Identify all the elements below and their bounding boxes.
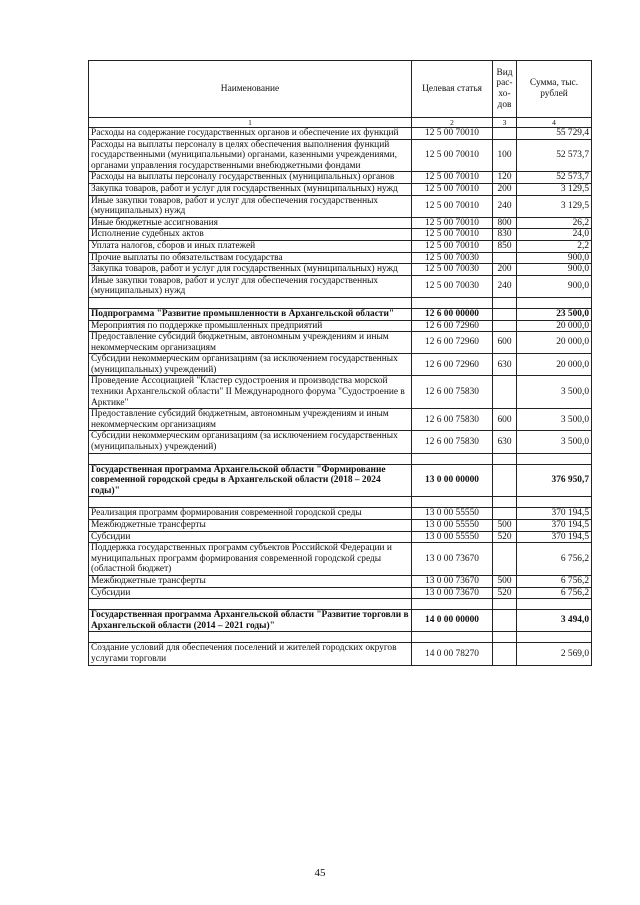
table-row <box>89 172 592 184</box>
table-row <box>89 508 592 520</box>
row-amount: 900,0 <box>517 264 592 276</box>
table-row <box>89 575 592 587</box>
row-expense-type: 500 <box>493 520 517 532</box>
row-code: 13 0 00 00000 <box>412 464 493 497</box>
row-name: Межбюджетные трансферты <box>89 575 412 587</box>
empty-cell <box>412 297 493 308</box>
row-code: 12 5 00 70030 <box>412 275 493 297</box>
table-row <box>89 240 592 252</box>
empty-cell <box>517 497 592 508</box>
empty-cell <box>89 297 412 308</box>
row-name: Иные закупки товаров, работ и услуг для обеспечения государственных (муниципальных) нужд <box>89 275 412 297</box>
row-expense-type: 850 <box>493 240 517 252</box>
row-expense-type: 630 <box>493 354 517 376</box>
row-amount: 370 194,5 <box>517 531 592 543</box>
row-expense-type <box>493 643 517 665</box>
row-expense-type: 500 <box>493 575 517 587</box>
row-name: Проведение Ассоциацией "Кластер судостроения и производства морской техники Архангельской области" II Международного форума "Судостроение в Арктике" <box>89 376 412 409</box>
table-row <box>89 431 592 453</box>
row-expense-type: 600 <box>493 409 517 431</box>
spacer-row <box>89 632 592 643</box>
table-row <box>89 320 592 332</box>
row-name: Прочие выплаты по обязательствам государства <box>89 252 412 264</box>
empty-cell <box>412 599 493 610</box>
table-row <box>89 217 592 229</box>
row-name: Субсидии некоммерческим организациям (за исключением государственных (муниципальных) учреждений) <box>89 431 412 453</box>
row-code: 12 6 00 75830 <box>412 376 493 409</box>
row-code: 12 6 00 72960 <box>412 354 493 376</box>
spacer-row <box>89 599 592 610</box>
row-name: Предоставление субсидий бюджетным, автономным учреждениям и иным некоммерческим организациям <box>89 409 412 431</box>
header-type: Вид рас-хо-дов <box>493 61 517 118</box>
table-row <box>89 643 592 665</box>
empty-cell <box>89 632 412 643</box>
column-number: 1 <box>89 118 412 128</box>
row-code: 13 0 00 55550 <box>412 531 493 543</box>
row-amount: 900,0 <box>517 275 592 297</box>
program-row <box>89 308 592 320</box>
row-amount: 20 000,0 <box>517 332 592 354</box>
row-expense-type <box>493 610 517 632</box>
row-expense-type: 240 <box>493 195 517 217</box>
empty-cell <box>412 497 493 508</box>
row-code: 13 0 00 73670 <box>412 543 493 576</box>
row-amount: 2 569,0 <box>517 643 592 665</box>
row-name: Создание условий для обеспечения поселений и жителей городских округов услугами торговли <box>89 643 412 665</box>
row-expense-type: 120 <box>493 172 517 184</box>
row-expense-type <box>493 308 517 320</box>
row-code: 12 5 00 70010 <box>412 229 493 241</box>
row-amount: 3 500,0 <box>517 376 592 409</box>
empty-cell <box>517 632 592 643</box>
budget-table <box>88 60 592 666</box>
table-row <box>89 354 592 376</box>
table-body <box>89 128 592 666</box>
row-code: 12 5 00 70010 <box>412 172 493 184</box>
row-expense-type: 830 <box>493 229 517 241</box>
row-expense-type <box>493 376 517 409</box>
column-number: 4 <box>517 118 592 128</box>
header-name: Наименование <box>89 61 412 118</box>
row-name: Субсидии некоммерческим организациям (за исключением государственных (муниципальных) учреждений) <box>89 354 412 376</box>
row-name: Расходы на выплаты персоналу государственных (муниципальных) органов <box>89 172 412 184</box>
table-row <box>89 128 592 140</box>
table-header-row <box>89 61 592 118</box>
row-code: 12 5 00 70030 <box>412 264 493 276</box>
row-amount: 24,0 <box>517 229 592 241</box>
row-amount: 26,2 <box>517 217 592 229</box>
table-row <box>89 275 592 297</box>
row-expense-type: 630 <box>493 431 517 453</box>
row-amount: 6 756,2 <box>517 587 592 599</box>
row-expense-type: 100 <box>493 139 517 172</box>
row-code: 13 0 00 73670 <box>412 575 493 587</box>
row-expense-type <box>493 543 517 576</box>
row-code: 12 5 00 70010 <box>412 183 493 195</box>
empty-cell <box>89 453 412 464</box>
row-expense-type: 520 <box>493 531 517 543</box>
row-amount: 55 729,4 <box>517 128 592 140</box>
row-name: Государственная программа Архангельской области "Формирование современной городской среды в Архангельской области (2018 – 2024 годы)" <box>89 464 412 497</box>
row-name: Мероприятия по поддержке промышленных предприятий <box>89 320 412 332</box>
row-amount: 370 194,5 <box>517 508 592 520</box>
table-row <box>89 376 592 409</box>
row-code: 12 5 00 70010 <box>412 240 493 252</box>
row-amount: 23 500,0 <box>517 308 592 320</box>
row-amount: 370 194,5 <box>517 520 592 532</box>
table-row <box>89 183 592 195</box>
row-amount: 2,2 <box>517 240 592 252</box>
row-expense-type <box>493 128 517 140</box>
row-expense-type: 200 <box>493 183 517 195</box>
row-amount: 3 494,0 <box>517 610 592 632</box>
row-name: Реализация программ формирования современной городской среды <box>89 508 412 520</box>
row-code: 12 6 00 72960 <box>412 320 493 332</box>
row-name: Межбюджетные трансферты <box>89 520 412 532</box>
row-expense-type: 520 <box>493 587 517 599</box>
row-amount: 3 500,0 <box>517 431 592 453</box>
row-expense-type <box>493 464 517 497</box>
row-name: Уплата налогов, сборов и иных платежей <box>89 240 412 252</box>
row-amount: 6 756,2 <box>517 543 592 576</box>
row-code: 14 0 00 00000 <box>412 610 493 632</box>
row-code: 13 0 00 73670 <box>412 587 493 599</box>
spacer-row <box>89 453 592 464</box>
row-name: Расходы на выплаты персоналу в целях обеспечения выполнения функций государственными (муниципальными) органами, казенными учреждениями, органами управления государственными внебюджетными фондами <box>89 139 412 172</box>
row-name: Закупка товаров, работ и услуг для государственных (муниципальных) нужд <box>89 264 412 276</box>
row-expense-type <box>493 252 517 264</box>
row-name: Подпрограмма "Развитие промышленности в Архангельской области" <box>89 308 412 320</box>
row-amount: 20 000,0 <box>517 354 592 376</box>
table-row <box>89 543 592 576</box>
empty-cell <box>493 297 517 308</box>
row-code: 12 5 00 70010 <box>412 217 493 229</box>
program-row <box>89 610 592 632</box>
column-number: 3 <box>493 118 517 128</box>
table-row <box>89 252 592 264</box>
row-amount: 376 950,7 <box>517 464 592 497</box>
header-sum: Сумма, тыс. рублей <box>517 61 592 118</box>
empty-cell <box>517 599 592 610</box>
row-expense-type: 240 <box>493 275 517 297</box>
header-code: Целевая статья <box>412 61 493 118</box>
row-code: 13 0 00 55550 <box>412 520 493 532</box>
row-name: Поддержка государственных программ субъектов Российской Федерации и муниципальных программ формирования современной городской среды (областной бюджет) <box>89 543 412 576</box>
empty-cell <box>89 599 412 610</box>
empty-cell <box>493 497 517 508</box>
row-amount: 3 129,5 <box>517 183 592 195</box>
row-name: Иные закупки товаров, работ и услуг для обеспечения государственных (муниципальных) нужд <box>89 195 412 217</box>
row-name: Субсидии <box>89 531 412 543</box>
row-name: Предоставление субсидий бюджетным, автономным учреждениям и иным некоммерческим организациям <box>89 332 412 354</box>
row-amount: 3 129,5 <box>517 195 592 217</box>
table-row <box>89 195 592 217</box>
table-row <box>89 264 592 276</box>
page-number: 45 <box>314 867 326 879</box>
row-name: Субсидии <box>89 587 412 599</box>
table-row <box>89 332 592 354</box>
row-expense-type <box>493 320 517 332</box>
row-code: 12 5 00 70010 <box>412 139 493 172</box>
empty-cell <box>517 297 592 308</box>
row-expense-type: 800 <box>493 217 517 229</box>
row-code: 12 5 00 70010 <box>412 195 493 217</box>
empty-cell <box>493 632 517 643</box>
row-code: 12 6 00 75830 <box>412 409 493 431</box>
program-row <box>89 464 592 497</box>
empty-cell <box>412 453 493 464</box>
table-row <box>89 409 592 431</box>
table-row <box>89 229 592 241</box>
empty-cell <box>493 453 517 464</box>
row-code: 12 6 00 00000 <box>412 308 493 320</box>
row-name: Исполнение судебных актов <box>89 229 412 241</box>
table-row <box>89 520 592 532</box>
row-code: 14 0 00 78270 <box>412 643 493 665</box>
row-amount: 6 756,2 <box>517 575 592 587</box>
spacer-row <box>89 297 592 308</box>
row-amount: 3 500,0 <box>517 409 592 431</box>
table-row <box>89 139 592 172</box>
row-code: 12 6 00 75830 <box>412 431 493 453</box>
column-number-row <box>89 118 592 128</box>
row-name: Иные бюджетные ассигнования <box>89 217 412 229</box>
spacer-row <box>89 497 592 508</box>
row-name: Расходы на содержание государственных органов и обеспечение их функций <box>89 128 412 140</box>
row-code: 12 5 00 70010 <box>412 128 493 140</box>
empty-cell <box>517 453 592 464</box>
empty-cell <box>89 497 412 508</box>
row-amount: 900,0 <box>517 252 592 264</box>
row-amount: 52 573,7 <box>517 172 592 184</box>
row-expense-type <box>493 508 517 520</box>
empty-cell <box>412 632 493 643</box>
row-expense-type: 600 <box>493 332 517 354</box>
row-name: Государственная программа Архангельской области "Развитие торговли в Архангельской области (2014 – 2021 годы)" <box>89 610 412 632</box>
table-row <box>89 531 592 543</box>
row-expense-type: 200 <box>493 264 517 276</box>
table-row <box>89 587 592 599</box>
column-number: 2 <box>412 118 493 128</box>
row-name: Закупка товаров, работ и услуг для государственных (муниципальных) нужд <box>89 183 412 195</box>
row-amount: 20 000,0 <box>517 320 592 332</box>
row-amount: 52 573,7 <box>517 139 592 172</box>
empty-cell <box>493 599 517 610</box>
row-code: 13 0 00 55550 <box>412 508 493 520</box>
row-code: 12 5 00 70030 <box>412 252 493 264</box>
row-code: 12 6 00 72960 <box>412 332 493 354</box>
